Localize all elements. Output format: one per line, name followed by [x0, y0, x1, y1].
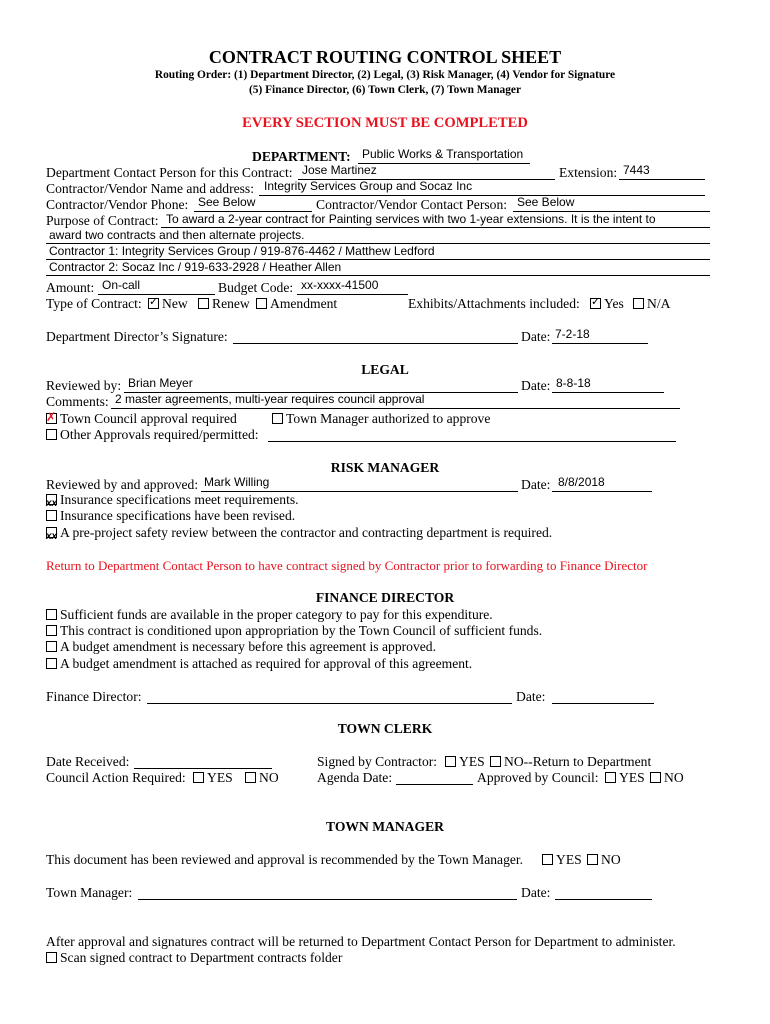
agenda-date-label: Agenda Date:: [317, 770, 393, 785]
manager-no-label: NO: [601, 852, 621, 867]
checkbox-finance-4[interactable]: [46, 658, 57, 669]
finance-option-1-label: Sufficient funds are available in the proper category to pay for this expenditure.: [60, 607, 493, 622]
checkbox-manager-authorized[interactable]: [272, 413, 283, 424]
approved-no-label: NO: [664, 770, 684, 785]
vendor-name-label: Contractor/Vendor Name and address:: [46, 181, 254, 196]
contact-person-label: Department Contact Person for this Contract:: [46, 165, 293, 180]
contract-type-amendment[interactable]: [256, 296, 337, 312]
finance-option-4-label: A budget amendment is attached as required for approval of this agreement.: [60, 656, 473, 671]
other-approvals-option[interactable]: [46, 427, 259, 443]
risk-option-1-label: Insurance specifications meet requirements.: [60, 492, 299, 507]
checkbox-signed-no[interactable]: [490, 756, 501, 767]
finance-option-4[interactable]: [46, 656, 472, 672]
exhibits-yes[interactable]: [590, 296, 624, 312]
after-approval-text: After approval and signatures contract will be returned to Department Contact Person for Department to administer.: [46, 934, 676, 949]
finance-option-1[interactable]: [46, 607, 493, 623]
page-title: CONTRACT ROUTING CONTROL SHEET: [208, 47, 562, 67]
risk-date-label: Date:: [521, 477, 551, 492]
manager-authorized-option[interactable]: [272, 411, 490, 427]
finance-director-label: Finance Director:: [46, 689, 142, 704]
manager-no[interactable]: [587, 852, 621, 868]
director-date-field[interactable]: 7-2-18: [555, 327, 590, 341]
exhibits-yes-label: Yes: [604, 296, 624, 311]
risk-reviewed-field[interactable]: Mark Willing: [204, 475, 270, 489]
legal-reviewed-label: Reviewed by:: [46, 378, 122, 393]
manager-date-label: Date:: [521, 885, 551, 900]
manager-heading: TOWN MANAGER: [326, 819, 444, 834]
vendor-name-field[interactable]: Integrity Services Group and Socaz Inc: [264, 179, 473, 193]
checkbox-manager-no[interactable]: [587, 854, 598, 865]
legal-heading: LEGAL: [361, 362, 409, 377]
council-action-yes-label: YES: [207, 770, 233, 785]
finance-heading: FINANCE DIRECTOR: [315, 590, 455, 605]
purpose-field-line-1[interactable]: To award a 2-year contract for Painting services with two 1-year extensions. It is the intent to: [166, 212, 656, 226]
risk-option-1[interactable]: [46, 492, 299, 508]
section-notice: EVERY SECTION MUST BE COMPLETED: [242, 115, 528, 131]
checkbox-council-approval[interactable]: [46, 410, 57, 424]
budget-code-label: Budget Code:: [218, 280, 294, 295]
director-signature-label: Department Director’s Signature:: [46, 329, 228, 344]
approved-yes[interactable]: [605, 770, 645, 786]
risk-date-field[interactable]: 8/8/2018: [558, 475, 605, 489]
signed-no-label: NO--Return to Department: [504, 754, 652, 769]
council-approval-option[interactable]: [46, 411, 237, 427]
council-action-no[interactable]: [245, 770, 279, 786]
checkbox-finance-2[interactable]: [46, 625, 57, 636]
finance-option-3[interactable]: [46, 639, 436, 655]
council-action-yes[interactable]: [193, 770, 233, 786]
signed-yes[interactable]: [445, 754, 485, 770]
legal-comments-label: Comments:: [46, 394, 109, 409]
council-action-no-label: NO: [259, 770, 279, 785]
legal-date-field[interactable]: 8-8-18: [556, 376, 591, 390]
xx-mark: xx: [46, 531, 58, 542]
risk-option-2-label: Insurance specifications have been revised.: [60, 508, 296, 523]
date-received-label: Date Received:: [46, 754, 130, 769]
contract-type-renew-label: Renew: [212, 296, 250, 311]
routing-order-line-2: (5) Finance Director, (6) Town Clerk, (7) Town Manager: [248, 84, 522, 96]
risk-option-2[interactable]: [46, 508, 295, 524]
extension-label: Extension:: [559, 165, 618, 180]
vendor-phone-label: Contractor/Vendor Phone:: [46, 197, 189, 212]
manager-authorized-label: Town Manager authorized to approve: [286, 411, 491, 426]
purpose-label: Purpose of Contract:: [46, 213, 159, 228]
red-check-icon: ✗: [46, 410, 57, 424]
department-field[interactable]: Public Works & Transportation: [362, 147, 524, 161]
checkbox-renew[interactable]: [198, 298, 209, 309]
checkbox-approved-yes[interactable]: [605, 772, 616, 783]
department-heading: DEPARTMENT:: [252, 149, 351, 164]
contract-type-renew[interactable]: [198, 296, 250, 312]
checkbox-risk-3[interactable]: [46, 527, 58, 542]
vendor-contact-field[interactable]: See Below: [517, 195, 575, 209]
exhibits-label: Exhibits/Attachments included:: [408, 296, 580, 311]
scan-label: Scan signed contract to Department contracts folder: [60, 950, 343, 965]
approved-no[interactable]: [650, 770, 684, 786]
legal-reviewed-field[interactable]: Brian Meyer: [128, 376, 193, 390]
amount-field[interactable]: On-call: [102, 278, 141, 292]
checkbox-other-approvals[interactable]: [46, 429, 57, 440]
clerk-heading: TOWN CLERK: [337, 721, 433, 736]
contract-type-new[interactable]: [148, 296, 188, 312]
finance-option-2-label: This contract is conditioned upon appropriation by the Town Council of sufficient funds.: [60, 623, 543, 638]
checkbox-signed-yes[interactable]: [445, 756, 456, 767]
contract-type-new-label: New: [162, 296, 188, 311]
routing-order-line-1: Routing Order: (1) Department Director, (2) Legal, (3) Risk Manager, (4) Vendor for Signature: [154, 69, 616, 81]
xx-mark: xx: [46, 498, 58, 509]
checkbox-approved-no[interactable]: [650, 772, 661, 783]
signed-by-contractor-label: Signed by Contractor:: [317, 754, 438, 769]
checkbox-risk-2[interactable]: [46, 510, 57, 521]
risk-heading: RISK MANAGER: [330, 460, 440, 475]
purpose-field-line-2[interactable]: award two contracts and then alternate projects.: [49, 228, 305, 242]
checkbox-new[interactable]: [148, 298, 159, 309]
exhibits-na-label: N/A: [647, 296, 671, 311]
purpose-field-line-3[interactable]: Contractor 1: Integrity Services Group / 919-876-4462 / Matthew Ledford: [49, 244, 435, 258]
signed-yes-label: YES: [459, 754, 485, 769]
exhibits-na[interactable]: [633, 296, 670, 312]
legal-comments-field[interactable]: 2 master agreements, multi-year requires council approval: [115, 392, 425, 406]
checkbox-exhibits-yes[interactable]: [590, 298, 601, 309]
purpose-field-line-4[interactable]: Contractor 2: Socaz Inc / 919-633-2928 / Heather Allen: [49, 260, 342, 274]
approved-yes-label: YES: [619, 770, 645, 785]
council-approval-label: Town Council approval required: [60, 411, 237, 426]
return-note: Return to Department Contact Person to have contract signed by Contractor prior to forwarding to Finance Director: [46, 558, 648, 573]
extension-field[interactable]: 7443: [623, 163, 650, 177]
finance-date-label: Date:: [516, 689, 546, 704]
contract-type-label: Type of Contract:: [46, 296, 142, 311]
checkbox-scan[interactable]: [46, 952, 57, 963]
budget-code-field[interactable]: xx-xxxx-41500: [301, 278, 379, 292]
checkbox-council-action-no[interactable]: [245, 772, 256, 783]
finance-option-3-label: A budget amendment is necessary before this agreement is approved.: [60, 639, 436, 654]
checkbox-finance-1[interactable]: [46, 609, 57, 620]
vendor-contact-label: Contractor/Vendor Contact Person:: [316, 197, 508, 212]
checkbox-manager-yes[interactable]: [542, 854, 553, 865]
checkbox-amendment[interactable]: [256, 298, 267, 309]
risk-option-3[interactable]: [46, 525, 552, 541]
checkbox-exhibits-na[interactable]: [633, 298, 644, 309]
approved-by-council-label: Approved by Council:: [477, 770, 599, 785]
other-approvals-label: Other Approvals required/permitted:: [60, 427, 259, 442]
amount-label: Amount:: [46, 280, 95, 295]
finance-option-2[interactable]: [46, 623, 542, 639]
checkbox-council-action-yes[interactable]: [193, 772, 204, 783]
council-action-label: Council Action Required:: [46, 770, 186, 785]
checkbox-risk-1[interactable]: [46, 494, 58, 509]
manager-review-text: This document has been reviewed and approval is recommended by the Town Manager.: [46, 852, 524, 867]
checkbox-finance-3[interactable]: [46, 641, 57, 652]
town-manager-label: Town Manager:: [46, 885, 133, 900]
risk-reviewed-label: Reviewed by and approved:: [46, 477, 199, 492]
vendor-phone-field[interactable]: See Below: [198, 195, 256, 209]
signed-no[interactable]: [490, 754, 651, 770]
contract-type-amendment-label: Amendment: [270, 296, 338, 311]
manager-yes-label: YES: [556, 852, 582, 867]
risk-option-3-label: A pre-project safety review between the contractor and contracting department is required.: [60, 525, 553, 540]
manager-yes[interactable]: [542, 852, 582, 868]
director-date-label: Date:: [521, 329, 551, 344]
legal-date-label: Date:: [521, 378, 551, 393]
contact-person-field[interactable]: Jose Martinez: [302, 163, 377, 177]
scan-option[interactable]: [46, 950, 342, 966]
